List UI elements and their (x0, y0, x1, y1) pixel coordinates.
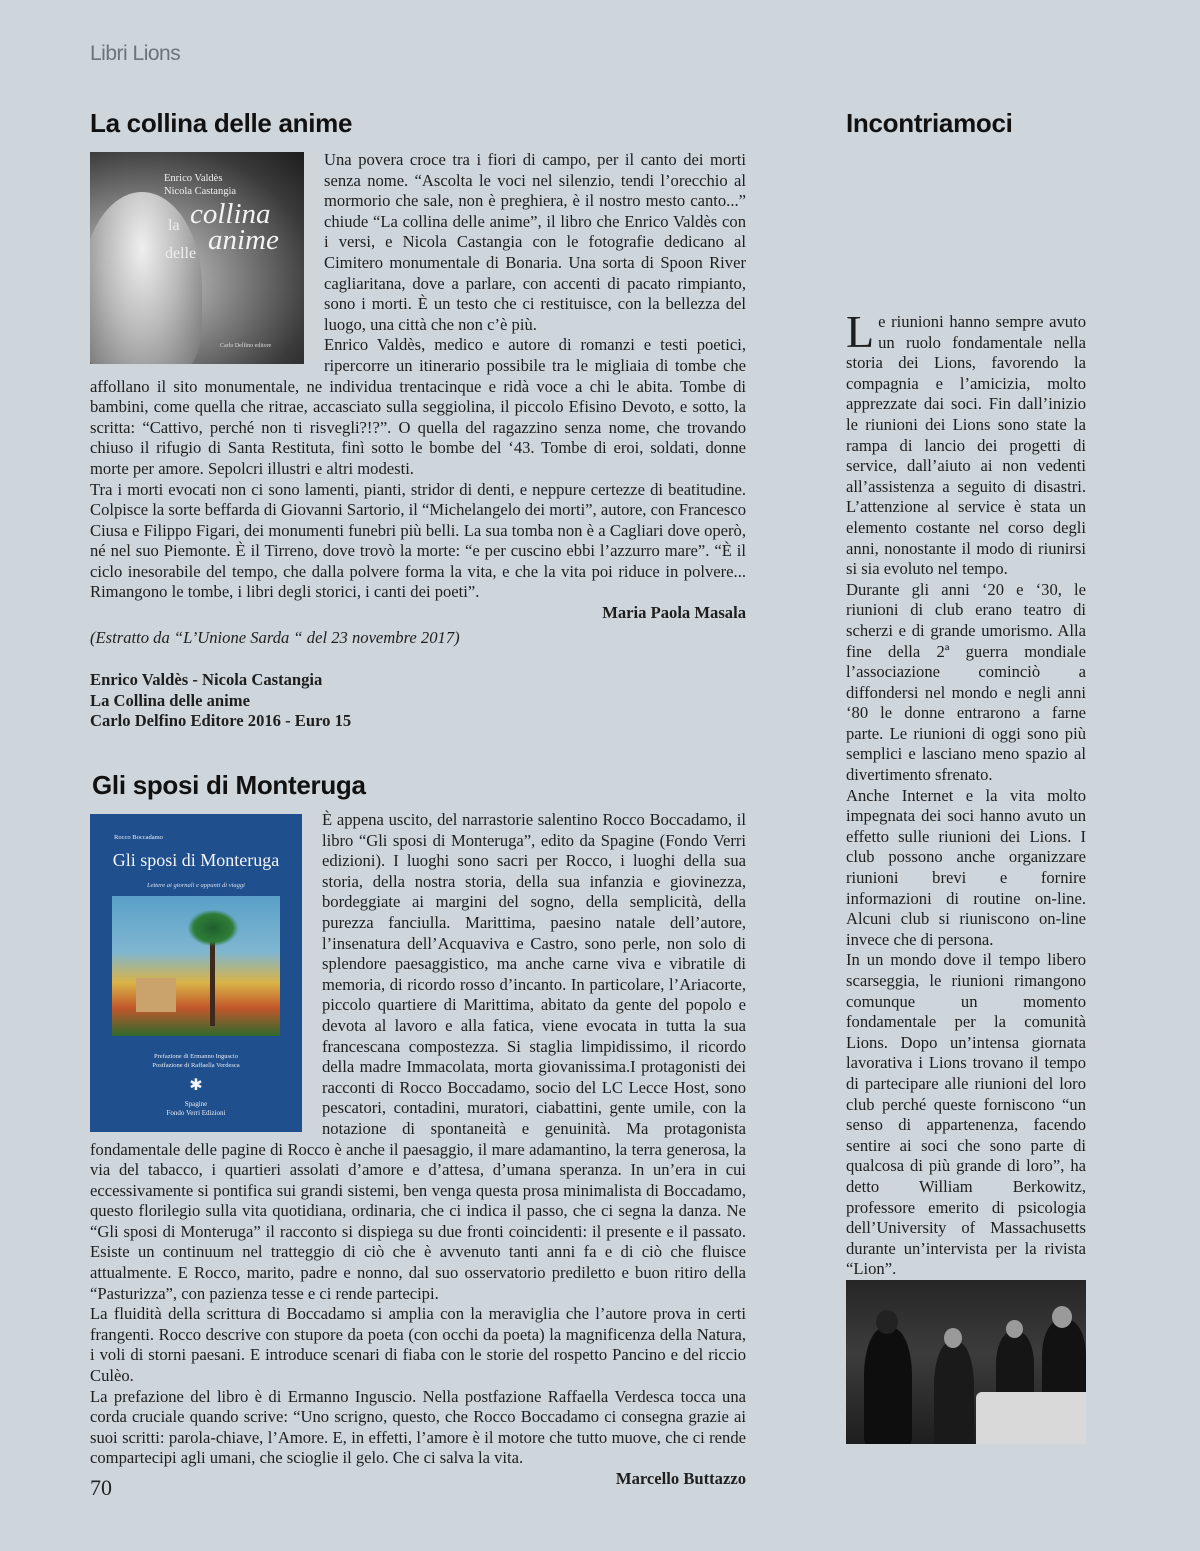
paragraph: In un mondo dove il tempo libero scarseggia, le riunioni rimangono comunque un momento fondamentale per la comunità Lions. Dopo un’intensa giornata lavorativa i Lions trovano il tempo di partecipare alle riunioni del loro club perché queste forniscono “un senso di appartenenza, facendo sentire ai soci che sono parte di qualcosa di più grande di loro”, ha detto William Berkowitz, professore emerito di psicologia dell’University of Massachusetts durante un’intervista per la rivista “Lion”. (846, 950, 1086, 1279)
cover-author: Nicola Castangia (164, 186, 237, 197)
cover-author: Rocco Boccadamo (114, 834, 163, 841)
person-head (944, 1328, 962, 1348)
palm-leaves (188, 910, 238, 946)
sidebar-article (846, 306, 1086, 1280)
paragraph: Anche Internet e la vita molto impegnata dei soci hanno avuto un effetto sulle riunioni dei Lions. I club possono anche organizzare riunioni brevi e fornire informazioni di routine on-line. Alcuni club si riuniscono on-line invece che di persona. (846, 785, 1086, 949)
cover-publisher-sub: Fondo Verri Edizioni (166, 1109, 226, 1117)
church-shape (136, 978, 176, 1012)
paragraph: È appena uscito, del narrastorie salentino Rocco Boccadamo, il libro “Gli sposi di Monteruga”, edito da Spagine (Fondo Verri edizioni). I luoghi sono sacri per Rocco, i luoghi della sua storia, della nostra storia, della sua infanzia e giovinezza, bordeggiate ai margini del sogno, della semplicità, della purezza fanciulla. Marittima, paesino natale dell’autore, l’insenatura dell’Acquaviva e Castro, sono perle, non solo di splendore paesaggistico, ma anche carne viva e vibratile di memoria, di ricordo rosso d’incanto. In particolare, l’Ariacorte, piccolo quartiere di Marittima, abitato da gente del popolo e devota al lavoro e alla fatica, viene evocata in tutta la sua francescana compostezza. Si staglia limpidissimo, il ricordo della madre Immacolata, morta giovanissima.I protagonisti dei racconti di Rocco Boccadamo, socio del LC Lecce Host, sono pescatori, contadini, muratori, ciabattini, gente umile, con la notazione di spontaneità e genuinità. Ma protagonista fondamentale delle pagine di Rocco è anche il paesaggio, il mare adamantino, la terra generosa, la via del tabacco, i quartieri assolati d’amore e d’attesa, d’umana speranza. In un’era in cui eccessivamente si pontifica sui grandi sistemi, ben venga questa prosa minimalista di Boccadamo, questo florilegio sulla vita quotidiana, ordinaria, che ci indica il passo, che ci segna la danza. Ne “Gli sposi di Monteruga” il racconto si dispiega su due fronti coincidenti: il presente e il passato. Esiste un continuum nel tratteggio di ciò che è avvenuto tanti anni fa e di ciò che fluisce attualmente. E Rocco, marito, padre e nonno, dal suo osservatorio prediletto e buon ritiro della “Pasturizza”, con pazienza tesse e ci rende partecipi. (90, 810, 746, 1303)
book-authors: Enrico Valdès - Nicola Castangia (90, 670, 323, 690)
person-head (1052, 1306, 1072, 1328)
book-cover-collina (90, 152, 304, 364)
paragraph: e riunioni hanno sempre avuto un ruolo fondamentale nella storia dei Lions, favorendo la compagnia e l’amicizia, molto apprezzate dai soci. Fin dall’inizio le riunioni dei Lions sono state la rampa di lancio dei progetti di service, dall’aiuto ai non vedenti all’assistenza a seguito di disastri. L’attenzione al service è stata un elemento costante nel corso degli anni, nonostante il modo di riunirsi si sia evoluto nel tempo. (846, 312, 1086, 579)
book-publisher: Carlo Delfino Editore 2016 - Euro 15 (90, 711, 352, 731)
cover-author: Enrico Valdès (164, 173, 223, 184)
star-icon: ✱ (189, 1077, 203, 1094)
cover-publisher: Carlo Delfino editore (220, 343, 272, 349)
article-title-monteruga: Gli sposi di Monteruga (92, 770, 366, 800)
book-info (90, 670, 746, 732)
palm-trunk (210, 936, 215, 1026)
author-signature: Marcello Buttazzo (615, 1469, 746, 1488)
dining-table (976, 1392, 1086, 1444)
cover-title-la: la (168, 217, 180, 234)
article-title-collina: La collina delle anime (90, 108, 353, 138)
sidebar-title: Incontriamoci (846, 108, 1013, 138)
book-title: La Collina delle anime (90, 690, 250, 710)
cover-title-collina: collina (190, 198, 271, 230)
meeting-photo (846, 1280, 1086, 1444)
cover-afterword: Postfazione di Raffaella Verdesca (152, 1062, 240, 1069)
cover-subtitle: Lettere ai giornali e appunti di viaggi (147, 882, 245, 889)
cover-preface: Prefazione di Ermanno Inguscio (154, 1053, 238, 1060)
person-silhouette (864, 1328, 912, 1444)
author-signature: Maria Paola Masala (602, 603, 746, 623)
paragraph: Enrico Valdès, medico e autore di romanzi e testi poetici, ripercorre un itinerario possibile tra le migliaia di tombe che affollano il sito monumentale, ne individua trentacinque e ridà voce a chi le abita. Tombe di bambini, come quella che ritrae, accasciato sulla seggiolina, il piccolo Efisino Devoto, e sotto, la scritta: “Cattivo, perché non ti risvegli?!?”. O quella del ragazzino senza nome, che trovando chiuso il rifugio di Santa Restituta, finì sotto le bombe del ‘43. Tombe di eroi, soldati, donne morte per amore. Sepolcri illustri e altri modesti. (90, 335, 746, 478)
cover-title: Gli sposi di Monteruga (112, 850, 280, 870)
paragraph: Una povera croce tra i fiori di campo, per il canto dei morti senza nome. “Ascolta le voci nel silenzio, tendi l’orecchio al mormorio che sale, non è preghiera, è il nostro mesto canto...” chiude “La collina delle anime”, il libro che Enrico Valdès con i versi, e Nicola Castangia con le fotografie dedicano al Cimitero monumentale di Bonaria. Una sorta di Spoon River cagliaritana, dove a parlare, con accenti di pacato rimpianto, sono i morti. È un testo che ci restituisce, con la bellezza del luogo, una città che non c’è più. (324, 150, 746, 334)
person-head (876, 1310, 898, 1334)
person-head (1006, 1320, 1023, 1338)
excerpt-source: (Estratto da “L’Unione Sarda “ del 23 novembre 2017) (90, 627, 460, 647)
page-number: 70 (90, 1475, 112, 1500)
cover-publisher (90, 1100, 302, 1118)
section-label: Libri Lions (90, 42, 181, 65)
article-collina (90, 150, 746, 732)
paragraph: Durante gli anni ‘20 e ‘30, le riunioni di club erano teatro di scherzi e di grande umorismo. Alla fine della 2ª guerra mondiale l’associazione cominciò a diffondersi nel mondo e negli anni ‘80 le donne entrarono a farne parte. Le riunioni di oggi sono più semplici e lasciano meno spazio al divertimento sfrenato. (846, 579, 1086, 785)
book-cover-monteruga (90, 814, 302, 1132)
drop-cap: L (846, 306, 875, 357)
cover-painting (112, 896, 280, 1036)
person-silhouette (934, 1342, 974, 1444)
cover-publisher-name: Spagine (184, 1100, 208, 1108)
paragraph: La prefazione del libro è di Ermanno Inguscio. Nella postfazione Raffaella Verdesca tocca una corda cruciale quando scrive: “Uno scrigno, questo, che Rocco Boccadamo ci consegna grazie ai suoi scritti: parola-chiave, l’Amore. E, in effetti, l’amore è il motore che tutto muove, che ci rende compartecipi agli umani, che scioglie il gelo. Che ci salva la vita. (90, 1386, 746, 1468)
cover-credits (90, 1052, 302, 1070)
article-monteruga (90, 810, 746, 1490)
cover-title-delle: delle (165, 245, 197, 262)
paragraph: Tra i morti evocati non ci sono lamenti, pianti, stridor di denti, e neppure certezze di beatitudine. Colpisce la sorte beffarda di Giovanni Sartorio, il “Michelangelo dei morti”, autore, con Francesco Ciusa e Filippo Figari, dei monumenti funebri più belli. La sua tomba non è a Cagliari dove operò, né nel suo Piemonte. È il Tirreno, dove trovò la morte: “e per cuscino ebbi l’azzurro mare”. “È il ciclo inesorabile del tempo, che dalla polvere forma la vita, e che la vita poi riduce in polvere... Rimangono le tombe, i libri degli storici, i canti dei poeti”. (90, 479, 746, 602)
statue-photo (90, 192, 202, 364)
cover-title-anime: anime (208, 224, 279, 256)
paragraph: La fluidità della scrittura di Boccadamo si amplia con la meraviglia che l’autore prova in certi frangenti. Rocco descrive con stupore da poeta (con occhi da poeta) la magnificenza della Natura, i voli di storni paesani. E introduce scenari di fiaba con le storie del rospetto Pancino e del riccio Culèo. (90, 1304, 746, 1386)
